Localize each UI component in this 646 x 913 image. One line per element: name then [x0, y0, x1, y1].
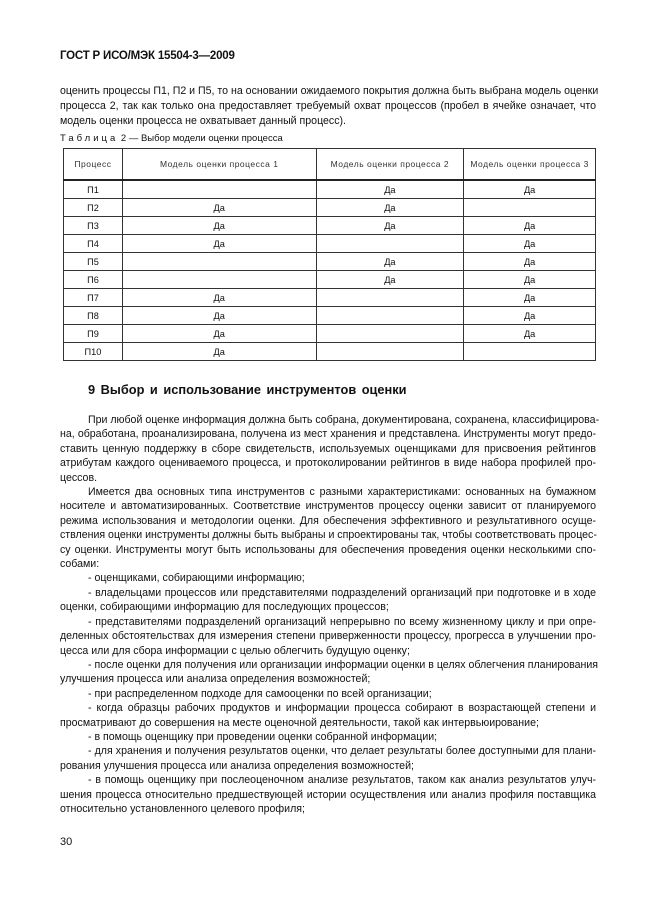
text-line: ствления оценки инструменты должны быть выбраны и спроектированы так, чтобы соответствовать процес-	[60, 529, 597, 542]
text-line: - владельцами процессов или представителями подразделений организаций при подготовке и в ходе	[88, 586, 596, 599]
table-cell: П3	[64, 217, 123, 235]
table-caption-prefix: Таблица	[60, 133, 119, 144]
table-cell: Да	[464, 307, 596, 325]
table-row	[64, 307, 596, 325]
table-row	[64, 180, 596, 199]
paragraph	[60, 485, 596, 571]
text-line: оценить процессы П1, П2 и П5, то на основании ожидаемого покрытия должна быть выбрана модель оценки	[60, 85, 599, 97]
table-cell: П8	[64, 307, 123, 325]
text-line: - оценщиками, собирающими информацию;	[88, 572, 305, 585]
table-cell: П9	[64, 325, 123, 343]
paragraph	[60, 701, 596, 730]
table-row	[64, 217, 596, 235]
table-cell: П5	[64, 253, 123, 271]
paragraph	[60, 571, 596, 585]
table-row	[64, 253, 596, 271]
table-cell	[464, 199, 596, 217]
table-cell	[122, 271, 316, 289]
model-selection-table	[63, 148, 596, 361]
text-line: При любой оценке информация должна быть собрана, документирована, сохранена, классифицирова-	[88, 414, 600, 426]
table-cell: П6	[64, 271, 123, 289]
paragraph	[60, 413, 600, 485]
table-cell	[464, 343, 596, 361]
text-line: ставить ценную поддержку в сборе свидетельств, используемых оценщиками для присвоения рейтингов	[60, 442, 596, 455]
text-line: улучшения процесса или анализа определения возможностей;	[60, 673, 371, 686]
table-cell: Да	[464, 217, 596, 235]
text-line: носителе и автоматизированных. Соответствие инструментов процессу оценки зависит от планируемого	[60, 500, 596, 513]
table-cell: П4	[64, 235, 123, 253]
text-line: относительно установленного целевого профиля;	[60, 802, 305, 815]
text-line: цессов.	[60, 471, 98, 484]
text-line: Имеется два основных типа инструментов с разными характеристиками: основанных на бумажном	[88, 486, 596, 499]
table-caption-title: 2 — Выбор модели оценки процесса	[120, 133, 283, 144]
header-model-2: Модель оценки процесса 2	[316, 149, 464, 181]
text-line: процесса 2, так как только она предоставляет требуемый охват процессов (пробел в ячейке означает, что	[60, 100, 596, 112]
table-cell: Да	[464, 180, 596, 199]
text-line: деленных обстоятельствах для измерения степени приверженности процессу, прогресса в улучшении про-	[60, 630, 596, 643]
table-cell	[122, 253, 316, 271]
section-body	[60, 413, 600, 816]
table-cell: Да	[316, 271, 464, 289]
text-line: на, обработана, проанализирована, получена из мест хранения и представлена. Инструменты могут предо-	[60, 428, 596, 441]
table-caption	[60, 133, 283, 145]
text-line: атрибутам каждого оцениваемого процесса, и протоколировании рейтингов в виде набора профилей про-	[60, 457, 596, 470]
table-cell: Да	[464, 289, 596, 307]
table-cell: П2	[64, 199, 123, 217]
text-line: модель оценки процесса не охватывает данный процесс).	[60, 115, 346, 127]
table-cell	[316, 325, 464, 343]
text-line: - когда образцы рабочих продуктов и информации процесса собирают в возрастающей степени и	[88, 702, 596, 715]
table-cell	[316, 343, 464, 361]
text-line: режима использования и методологии оценки. Для обеспечения эффективного и результативного осуще-	[60, 514, 596, 527]
text-line: цесса или для сбора информации с целью облегчить будущую оценку;	[60, 644, 410, 657]
table-row	[64, 289, 596, 307]
paragraph	[60, 658, 599, 687]
table-cell: Да	[316, 199, 464, 217]
table-cell: Да	[122, 235, 316, 253]
paragraph	[60, 687, 596, 701]
table-cell: Да	[464, 235, 596, 253]
table-cell: П7	[64, 289, 123, 307]
table-cell: Да	[464, 325, 596, 343]
header-process: Процесс	[64, 149, 123, 181]
text-line: - в помощь оценщику при послеоценочном анализе результатов, таком как анализ результатов улуч-	[88, 774, 596, 787]
text-line: - представителями подразделений организаций непрерывно по всему жизненному циклу и при опре-	[88, 615, 596, 628]
text-line: - после оценки для получения или организации информации оценки в целях облегчения планирования	[88, 658, 599, 671]
section-heading: 9 Выбор и использование инструментов оценки	[88, 382, 407, 397]
table-cell	[316, 289, 464, 307]
table-row	[64, 325, 596, 343]
intro-paragraph	[60, 84, 599, 129]
paragraph	[60, 615, 596, 658]
table-cell: Да	[316, 180, 464, 199]
table-cell	[316, 235, 464, 253]
text-line: оценки, собирающими информацию для последующих процессов;	[60, 601, 389, 614]
table-row	[64, 199, 596, 217]
paragraph	[60, 773, 596, 816]
table-row	[64, 235, 596, 253]
page-number: 30	[60, 836, 73, 848]
table-cell: Да	[122, 289, 316, 307]
text-line: просматривают до совершения на месте оценочной деятельности, такой как интервьюирование;	[60, 716, 539, 729]
text-line: - при распределенном подходе для самооценки по всей организации;	[88, 687, 432, 700]
header-model-3: Модель оценки процесса 3	[464, 149, 596, 181]
text-line: - в помощь оценщику при проведении оценки собранной информации;	[88, 730, 438, 743]
table-cell: П1	[64, 180, 123, 199]
paragraph	[60, 744, 596, 773]
table-cell: Да	[122, 217, 316, 235]
table-row	[64, 343, 596, 361]
table-cell: Да	[464, 271, 596, 289]
table-cell: П10	[64, 343, 123, 361]
text-line: рования улучшения процесса или анализа определения возможностей;	[60, 759, 414, 772]
table-cell: Да	[122, 325, 316, 343]
paragraph	[60, 586, 596, 615]
table-row	[64, 271, 596, 289]
text-line: су оценки. Инструменты могут быть использованы для обеспечения проведения оценки несколькими спо-	[60, 543, 596, 556]
table-cell	[316, 307, 464, 325]
table-cell: Да	[122, 307, 316, 325]
text-line: собами:	[60, 558, 100, 571]
document-header: ГОСТ Р ИСО/МЭК 15504-3—2009	[60, 50, 235, 62]
table-header-row	[64, 149, 596, 181]
table-cell: Да	[316, 217, 464, 235]
text-line: - для хранения и получения результатов оценки, что делает результаты более доступными для плани-	[88, 745, 596, 758]
table-cell: Да	[464, 253, 596, 271]
header-model-1: Модель оценки процесса 1	[122, 149, 316, 181]
table-cell	[122, 180, 316, 199]
table-cell: Да	[316, 253, 464, 271]
text-line: шения процесса относительно предшествующей истории осуществления или анализ профиля поставщика	[60, 788, 596, 801]
table-cell: Да	[122, 343, 316, 361]
table-cell: Да	[122, 199, 316, 217]
paragraph	[60, 730, 596, 744]
